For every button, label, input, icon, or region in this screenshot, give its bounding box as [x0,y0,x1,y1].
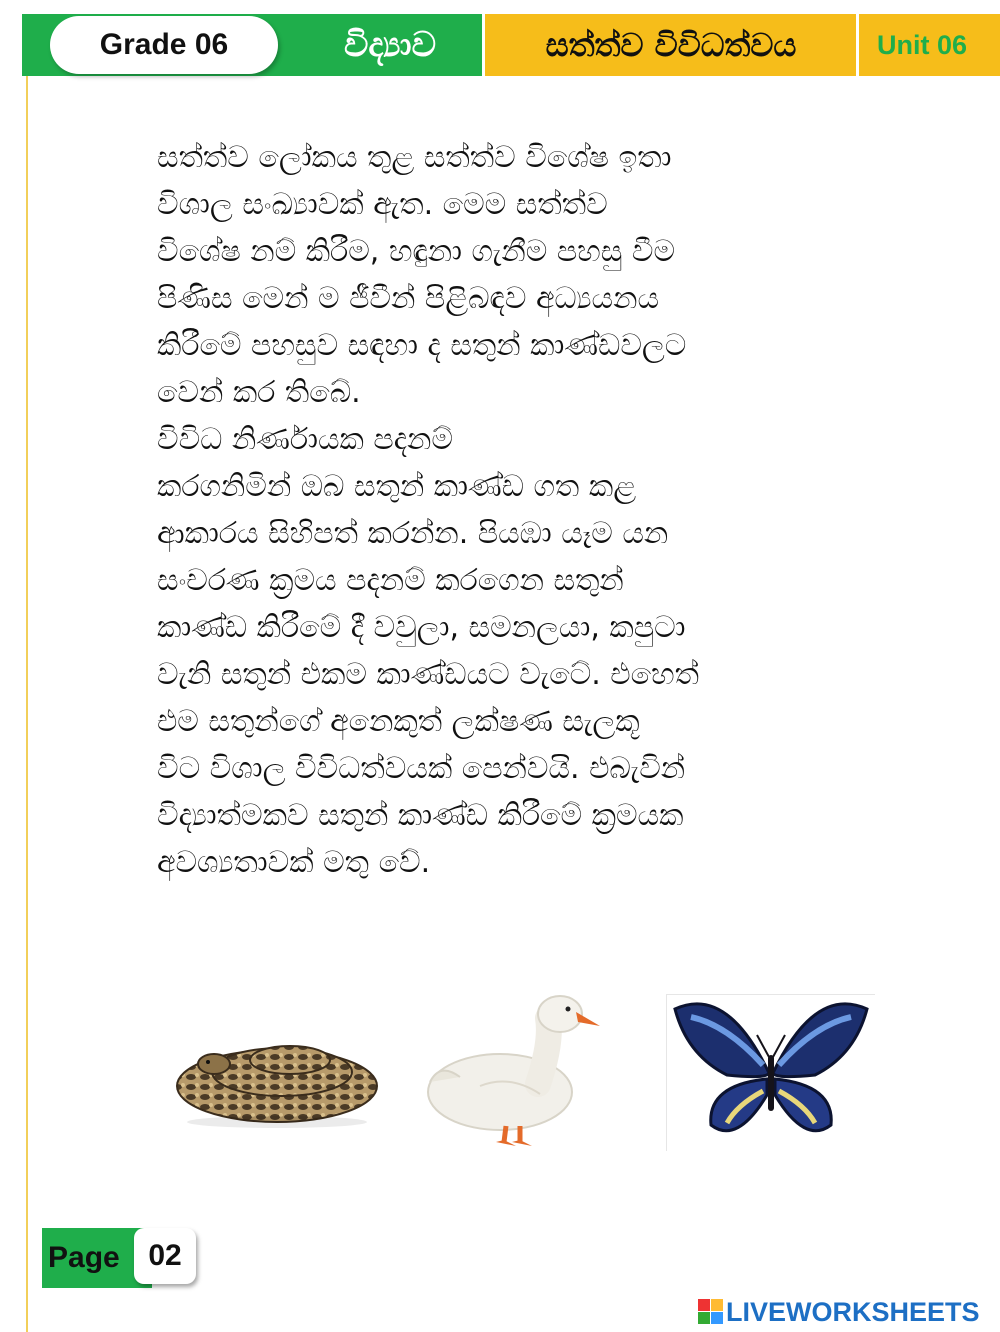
text-line: විද්‍යාත්මකව සතුන් කාණ්ඩ කිරීමේ ක්‍රමයක [157,798,684,833]
header-divider [856,14,859,76]
left-margin-rule [26,76,28,1332]
grade-label: Grade 06 [50,16,278,74]
text-line: පිණිස මෙන් ම ජීවීන් පිළිබඳව අධ්‍යයනය [157,281,660,316]
text-line: කාණ්ඩ කිරීමේ දී වවුලා, සමනලයා, කපුටා [157,610,686,645]
text-line: විට විශාල විවිධත්වයක් පෙන්වයි. එබැවින් [157,751,686,786]
text-line: කිරීමේ පහසුව සඳහා ද සතුන් කාණ්ඩවලට [157,328,687,363]
text-line: විශාල සංඛ්‍යාවක් ඇත. මෙම සත්ත්ව [157,187,608,222]
text-line: කරගනිමින් ඔබ සතුන් කාණ්ඩ ගත කළ [157,469,637,504]
text-line: විශේෂ නම් කිරීම, හඳුනා ගැනීම පහසු වීම [157,234,676,269]
text-line: එම සතුන්ගේ අනෙකුත් ලක්ෂණ සැලකූ [157,704,640,739]
text-line: අවශ්‍යතාවක් මතු වේ. [157,845,431,880]
text-line: වැනි සතුන් එකම කාණ්ඩයට වැටේ. එහෙත් [157,657,699,692]
unit-label: Unit 06 [876,29,968,60]
text-line: වෙන් කර තිබේ. [157,375,361,410]
text-line: ආකාරය සිහිපත් කරන්න. පියඹා යෑම යන [157,516,669,551]
duck-image [420,982,610,1152]
liveworksheets-logo-icon [698,1299,724,1325]
text-line: සංචරණ ක්‍රමය පදනම් කරගෙන සතුන් [157,563,624,598]
snake-image [172,1002,382,1142]
topic-title: සත්ත්ව විවිධත්වය [545,25,797,64]
page-number: 02 [134,1228,196,1284]
butterfly-image [666,994,875,1151]
text-line: සත්ත්ව ලෝකය තුළ සත්ත්ව විශේෂ ඉතා [157,140,672,175]
header-divider [482,14,485,76]
page-header [0,0,1000,76]
text-line: විවිධ නිර්ණායක පදනම් [157,422,453,457]
watermark-text: LIVEWORKSHEETS [726,1296,980,1327]
liveworksheets-watermark [698,1296,980,1328]
body-paragraph [157,134,857,886]
subject-title: විද්‍යාව [343,25,437,65]
page-label: Page [48,1241,120,1274]
